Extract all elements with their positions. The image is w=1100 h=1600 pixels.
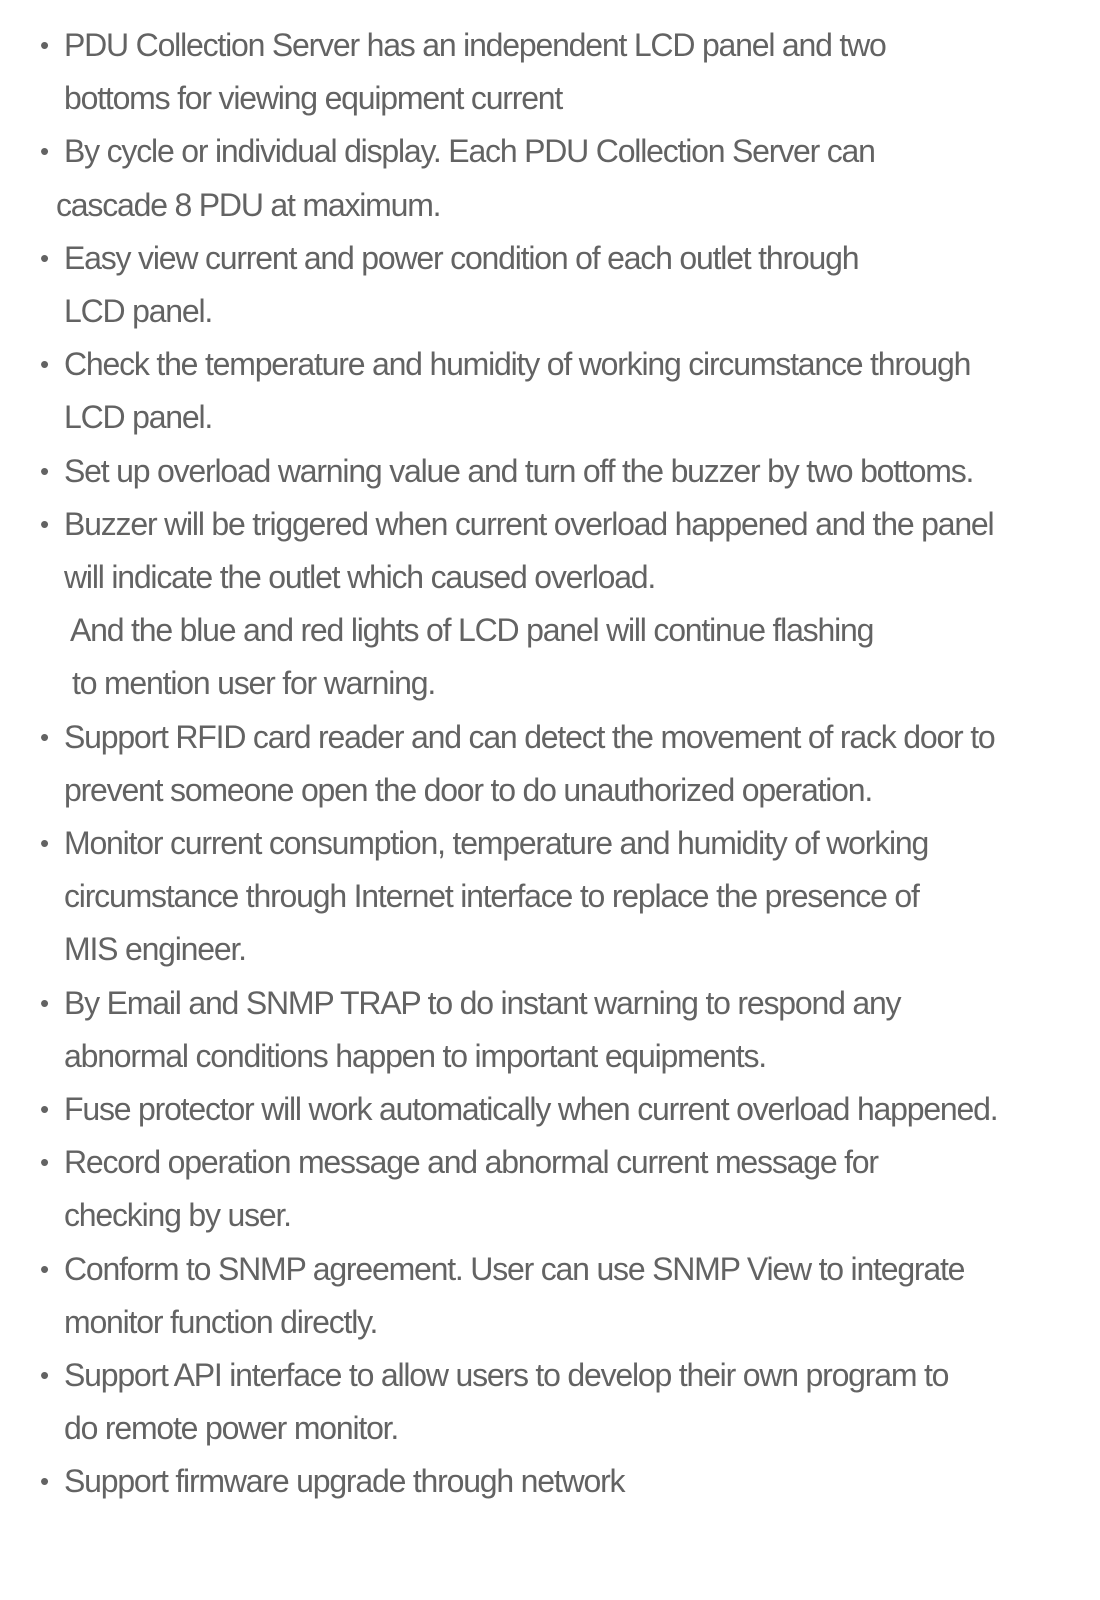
feature-item-continuation (0, 610, 1100, 650)
feature-text: LCD panel. (64, 399, 213, 436)
feature-item-continuation (0, 929, 1100, 969)
feature-text: And the blue and red lights of LCD panel will continue flashing (70, 612, 874, 649)
feature-text: LCD panel. (64, 293, 213, 329)
feature-text: Buzzer will be triggered when current overload happened and the panel (64, 505, 994, 542)
feature-item-continuation (0, 78, 1100, 118)
feature-item (0, 1355, 1100, 1395)
bullet-icon: • (40, 136, 48, 167)
feature-text: Set up overload warning value and turn off the buzzer by two bottoms. (64, 452, 974, 489)
feature-item (0, 1142, 1100, 1182)
feature-item (0, 504, 1100, 544)
feature-text: abnormal conditions happen to important equipments. (64, 1037, 766, 1074)
feature-item-continuation (0, 1408, 1100, 1448)
feature-item-continuation (0, 185, 1100, 225)
feature-item-continuation (0, 1195, 1100, 1235)
feature-text: By cycle or individual display. Each PDU Collection Server can (64, 133, 875, 170)
feature-item (0, 983, 1100, 1023)
feature-item (0, 131, 1100, 171)
feature-item (0, 344, 1100, 384)
feature-item (0, 1089, 1100, 1129)
bullet-icon: • (40, 349, 48, 380)
feature-text: checking by user. (64, 1197, 291, 1234)
feature-text: to mention user for warning. (72, 665, 436, 702)
feature-text: prevent someone open the door to do unauthorized operation. (64, 771, 873, 808)
bullet-icon: • (40, 1360, 48, 1390)
feature-text: Conform to SNMP agreement. User can use SNMP View to integrate (64, 1250, 965, 1287)
bullet-icon: • (40, 1094, 48, 1124)
feature-text: cascade 8 PDU at maximum. (56, 186, 441, 223)
feature-item (0, 25, 1100, 65)
feature-item-continuation (0, 770, 1100, 810)
feature-text: Support API interface to allow users to develop their own program to (64, 1357, 949, 1393)
feature-text: Record operation message and abnormal current message for (64, 1144, 878, 1181)
feature-text: Support RFID card reader and can detect the movement of rack door to (64, 718, 995, 755)
bullet-icon: • (40, 30, 48, 60)
feature-item-continuation (0, 1302, 1100, 1342)
feature-item (0, 451, 1100, 491)
feature-item-continuation (0, 557, 1100, 597)
feature-text: Monitor current consumption, temperature and humidity of working (64, 825, 929, 861)
feature-item (0, 1249, 1100, 1289)
feature-text: circumstance through Internet interface to replace the presence of (64, 878, 919, 915)
feature-text: bottoms for viewing equipment current (64, 80, 563, 117)
feature-text: do remote power monitor. (64, 1410, 399, 1447)
feature-text: By Email and SNMP TRAP to do instant warning to respond any (64, 984, 901, 1021)
feature-text: Easy view current and power condition of each outlet through (64, 239, 859, 276)
feature-text: will indicate the outlet which caused overload. (64, 559, 656, 595)
feature-text: Check the temperature and humidity of working circumstance through (64, 346, 971, 383)
bullet-icon: • (40, 828, 48, 858)
bullet-icon: • (40, 1466, 48, 1497)
feature-item (0, 1461, 1100, 1501)
feature-text: monitor function directly. (64, 1303, 378, 1340)
feature-text: Support firmware upgrade through network (64, 1463, 625, 1500)
feature-item-continuation (0, 876, 1100, 916)
feature-item-continuation (0, 1036, 1100, 1076)
feature-item-continuation (0, 397, 1100, 437)
bullet-icon: • (40, 242, 48, 273)
feature-text: MIS engineer. (64, 931, 246, 968)
bullet-icon: • (40, 987, 48, 1018)
feature-text: Fuse protector will work automatically when current overload happened. (64, 1091, 998, 1127)
bullet-icon: • (40, 455, 48, 486)
feature-item-continuation (0, 663, 1100, 703)
feature-item (0, 823, 1100, 863)
bullet-icon: • (40, 1147, 48, 1178)
feature-item-continuation (0, 291, 1100, 331)
bullet-icon: • (40, 508, 48, 539)
bullet-icon: • (40, 1253, 48, 1284)
feature-item (0, 717, 1100, 757)
feature-item (0, 238, 1100, 278)
bullet-icon: • (40, 721, 48, 752)
feature-text: PDU Collection Server has an independent LCD panel and two (64, 27, 886, 63)
